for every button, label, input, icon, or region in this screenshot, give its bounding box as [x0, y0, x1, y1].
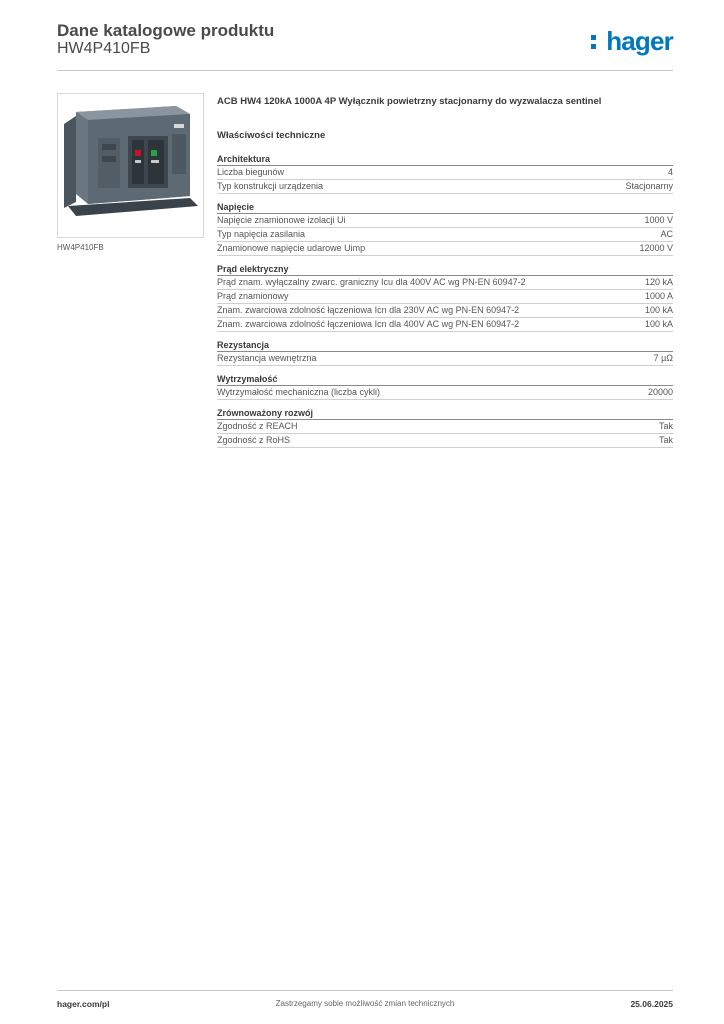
image-caption: HW4P410FB — [57, 243, 104, 252]
property-value: 100 kA — [644, 305, 673, 315]
section-heading: Prąd elektryczny — [217, 263, 673, 276]
property-label: Znam. zwarciowa zdolność łączeniowa Icn dla 400V AC wg PN-EN 60947-2 — [217, 319, 520, 329]
property-row — [217, 420, 673, 434]
property-value: Stacjonarny — [625, 181, 673, 191]
property-value: 12000 V — [639, 243, 673, 253]
product-image — [57, 93, 204, 238]
property-label: Rezystancja wewnętrzna — [217, 353, 317, 363]
property-section — [217, 339, 673, 366]
property-section — [217, 407, 673, 448]
section-heading: Zrównoważony rozwój — [217, 407, 673, 420]
property-section — [217, 373, 673, 400]
product-title: ACB HW4 120kA 1000A 4P Wyłącznik powietrzny stacjonarny do wyzwalacza sentinel — [217, 96, 602, 107]
property-section — [217, 263, 673, 332]
property-value: 1000 V — [644, 215, 673, 225]
logo-dots-icon — [591, 35, 596, 49]
property-label: Typ konstrukcji urządzenia — [217, 181, 324, 191]
property-row — [217, 242, 673, 256]
hager-logo — [591, 26, 673, 56]
properties-title: Właściwości techniczne — [217, 130, 326, 141]
property-row — [217, 386, 673, 400]
property-label: Zgodność z RoHS — [217, 435, 291, 445]
circuit-breaker-icon — [58, 94, 203, 237]
property-label: Wytrzymałość mechaniczna (liczba cykli) — [217, 387, 380, 397]
footer-disclaimer: Zastrzegamy sobie możliwość zmian technicznych — [275, 999, 455, 1008]
property-value: 120 kA — [644, 277, 673, 287]
page-header — [57, 18, 673, 71]
property-label: Zgodność z REACH — [217, 421, 298, 431]
section-heading: Napięcie — [217, 201, 673, 214]
footer-website: hager.com/pl — [57, 999, 110, 1009]
property-value: 4 — [667, 167, 673, 177]
property-label: Prąd znamionowy — [217, 291, 289, 301]
product-details — [217, 96, 673, 448]
property-label: Znam. zwarciowa zdolność łączeniowa Icn dla 230V AC wg PN-EN 60947-2 — [217, 305, 520, 315]
property-label: Liczba biegunów — [217, 167, 285, 177]
footer-date: 25.06.2025 — [630, 999, 673, 1009]
property-value: Tak — [658, 435, 673, 445]
section-heading: Architektura — [217, 153, 673, 166]
property-value: 1000 A — [644, 291, 673, 301]
product-code: HW4P410FB — [57, 40, 151, 57]
property-value: 20000 — [647, 387, 673, 397]
property-row — [217, 352, 673, 366]
property-value: AC — [660, 229, 673, 239]
property-row — [217, 318, 673, 332]
property-label: Znamionowe napięcie udarowe Uimp — [217, 243, 366, 253]
page-footer — [57, 990, 673, 1011]
document-title: Dane katalogowe produktu — [57, 21, 275, 40]
property-row — [217, 276, 673, 290]
property-label: Prąd znam. wyłączalny zwarc. graniczny Icu dla 400V AC wg PN-EN 60947-2 — [217, 277, 526, 287]
property-label: Typ napięcia zasilania — [217, 229, 306, 239]
property-value: Tak — [658, 421, 673, 431]
property-value: 7 µΩ — [653, 353, 673, 363]
properties-sections — [217, 153, 673, 448]
section-heading: Wytrzymałość — [217, 373, 673, 386]
property-section — [217, 201, 673, 256]
property-row — [217, 214, 673, 228]
property-row — [217, 180, 673, 194]
property-label: Napięcie znamionowe izolacji Ui — [217, 215, 346, 225]
section-heading: Rezystancja — [217, 339, 673, 352]
logo-wordmark: hager — [606, 26, 673, 56]
property-row — [217, 166, 673, 180]
property-row — [217, 228, 673, 242]
property-section — [217, 153, 673, 194]
property-row — [217, 434, 673, 448]
property-row — [217, 290, 673, 304]
property-value: 100 kA — [644, 319, 673, 329]
property-row — [217, 304, 673, 318]
